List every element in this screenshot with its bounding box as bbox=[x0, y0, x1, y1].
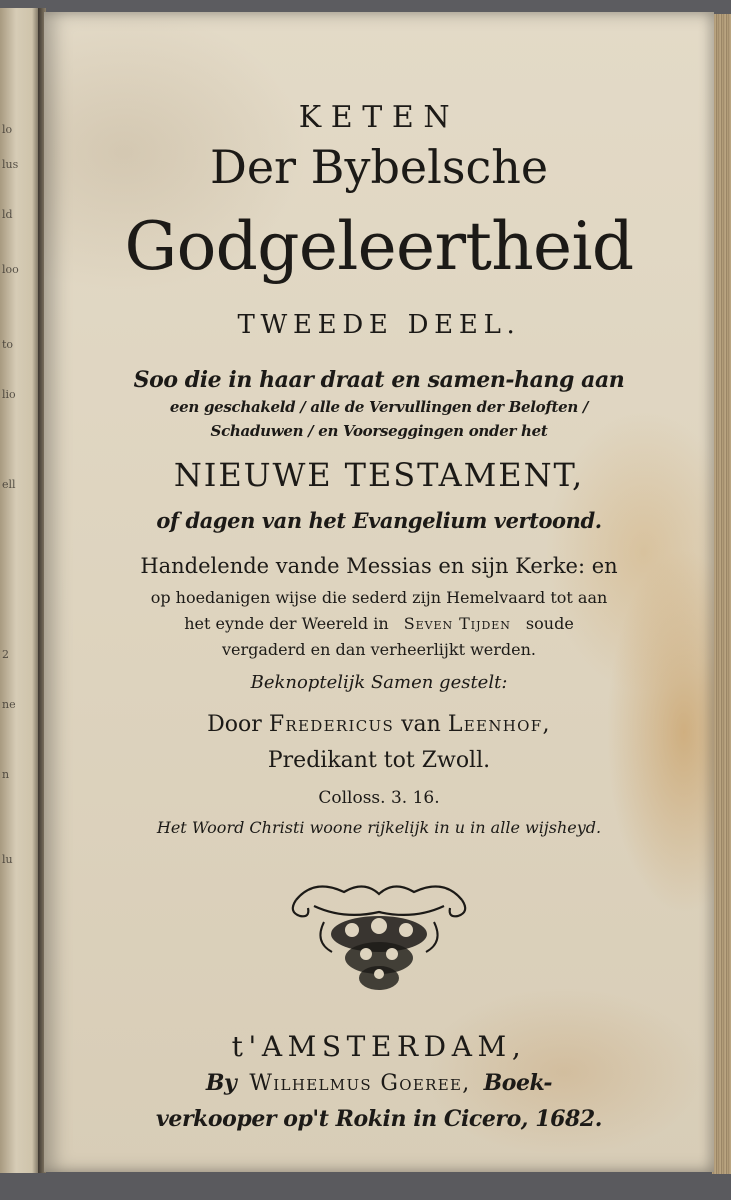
left-page-fragment: 2 bbox=[2, 648, 9, 661]
text-het-eynde bbox=[184, 614, 574, 633]
heading-nieuwe-testament: NIEUWE TESTAMENT, bbox=[173, 456, 585, 494]
ornament-left-volute bbox=[293, 900, 309, 916]
printers-ornament bbox=[284, 872, 474, 1002]
author-surname: Leenhof, bbox=[447, 712, 551, 737]
left-page-fragment: n bbox=[2, 768, 10, 781]
ornament-right-volute bbox=[450, 900, 466, 916]
scripture-reference: Colloss. 3. 16. bbox=[318, 788, 440, 808]
page-fore-edge bbox=[712, 14, 731, 1174]
text-beknoptelijk: Beknoptelijk Samen gestelt: bbox=[250, 672, 508, 693]
left-page-fragment: lus bbox=[2, 158, 19, 171]
author-door: Door bbox=[207, 712, 262, 737]
author-van: van bbox=[401, 712, 441, 737]
blackletter-line-4: of dagen van het Evangelium vertoond. bbox=[156, 508, 602, 533]
title-keten: KETEN bbox=[298, 100, 460, 135]
ornament-band bbox=[314, 906, 444, 915]
blackletter-line-3: Schaduwen / en Voorseggingen onder het bbox=[210, 422, 548, 440]
text-seven-tijden: Seven Tijden bbox=[403, 614, 511, 633]
blackletter-line-1: Soo die in haar draat en samen-hang aan bbox=[133, 367, 625, 393]
author-first-name: Fredericus bbox=[268, 712, 395, 737]
text-handelende: Handelende vande Messias en sijn Kerke: en bbox=[140, 554, 618, 578]
ornament-scroll-top bbox=[296, 886, 462, 900]
left-page-fragment: ell bbox=[2, 478, 16, 491]
left-page-fragment: ne bbox=[2, 698, 16, 711]
imprint-city: t'AMSTERDAM, bbox=[231, 1030, 527, 1063]
imprint-printer-line bbox=[206, 1070, 552, 1096]
title-godgeleertheid: Godgeleertheid bbox=[124, 208, 634, 285]
text-het-eynde-start: het eynde der Weereld in bbox=[184, 614, 389, 633]
subtitle-tweede-deel: TWEEDE DEEL. bbox=[237, 310, 521, 340]
left-page-fragment: ld bbox=[2, 208, 13, 221]
blackletter-line-2: een geschakeld / alle de Vervullingen der Beloften / bbox=[169, 398, 589, 416]
ornament-leaf-left bbox=[320, 922, 332, 952]
author-position: Predikant tot Zwoll. bbox=[267, 748, 491, 773]
ornament-leaf-right bbox=[426, 922, 438, 952]
left-page-fragment: to bbox=[2, 338, 14, 351]
left-page-fragment: lu bbox=[2, 853, 13, 866]
left-page-fragment: lio bbox=[2, 388, 16, 401]
imprint-boek: Boek- bbox=[483, 1070, 553, 1096]
text-vergaderd: vergaderd en dan verheerlijkt werden. bbox=[221, 640, 537, 659]
left-page-edge bbox=[0, 8, 40, 1173]
imprint-address: verkooper op't Rokin in Cicero, 1682. bbox=[156, 1106, 602, 1132]
ornament-fruit-basket bbox=[331, 916, 427, 990]
text-op-hoedanigen: op hoedanigen wijse die sederd zijn Hemelvaard tot aan bbox=[150, 588, 608, 607]
backdrop-bottom bbox=[0, 1168, 731, 1200]
left-page-fragment: lo bbox=[2, 123, 13, 136]
title-der-bybelsche: Der Bybelsche bbox=[209, 140, 549, 194]
author-line bbox=[207, 712, 551, 737]
motto: Het Woord Christi woone rijkelijk in u in alle wijsheyd. bbox=[156, 818, 602, 837]
text-soude: soude bbox=[525, 614, 574, 633]
imprint-by: By bbox=[205, 1070, 237, 1096]
left-page-fragment: loo bbox=[2, 263, 19, 276]
imprint-printer-name: Wilhelmus Goeree, bbox=[249, 1071, 471, 1096]
title-page bbox=[44, 12, 714, 1172]
